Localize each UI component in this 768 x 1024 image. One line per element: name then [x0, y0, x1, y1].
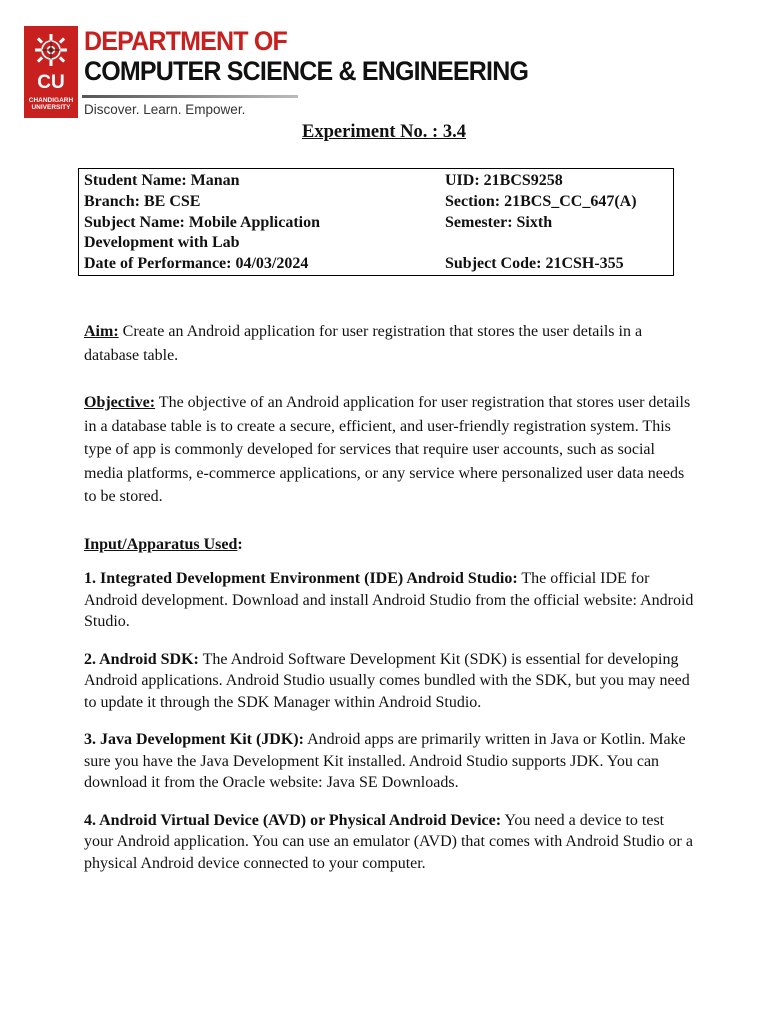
tagline-divider: [82, 95, 298, 98]
student-name: Student Name: Manan: [84, 172, 240, 189]
apparatus-item-title: 2. Android SDK:: [84, 650, 199, 668]
page-header: [24, 26, 584, 122]
university-logo: [24, 26, 78, 118]
info-right-column: [445, 171, 671, 275]
aim-text: Create an Android application for user registration that stores the user details in a database table.: [84, 323, 643, 364]
date-of-performance: Date of Performance: 04/03/2024: [84, 255, 309, 273]
apparatus-item: [84, 810, 696, 875]
student-info-table: [78, 168, 674, 276]
aim-label: Aim:: [84, 323, 119, 340]
aim-paragraph: [84, 320, 696, 367]
gear-emblem-icon: [29, 30, 73, 72]
apparatus-item-text: You need a device to test your Android application. You can use an emulator (AVD) that comes with Android Studio or a physical Android device connected to your computer.: [84, 811, 693, 872]
info-left-column: [84, 171, 424, 275]
objective-paragraph: [84, 391, 696, 509]
tagline: Discover. Learn. Empower.: [84, 102, 246, 117]
apparatus-label: Input/Apparatus Used: [84, 535, 238, 553]
logo-cu-text: CU: [37, 72, 65, 93]
section: Section: 21BCS_CC_647(A): [445, 192, 637, 210]
objective-label: Objective:: [84, 394, 156, 411]
subject-code: Subject Code: 21CSH-355: [445, 255, 624, 273]
apparatus-item: [84, 729, 696, 794]
uid: UID: 21BCS9258: [445, 172, 563, 189]
apparatus-item-title: 1. Integrated Development Environment (IDE) Android Studio:: [84, 570, 518, 587]
department-title-line1: DEPARTMENT OF: [84, 26, 288, 57]
apparatus-item-text: Android apps are primarily written in Java or Kotlin. Make sure you have the Java Development Kit installed. Android Studio supports JDK. You can download it from the Oracle website: Java SE Downloads.: [84, 731, 686, 791]
info-blank-cell: [445, 233, 671, 254]
apparatus-item-text: The official IDE for Android development. Download and install Android Studio from the official website: Android Studio.: [84, 570, 694, 630]
apparatus-item-title: 4. Android Virtual Device (AVD) or Physical Android Device:: [84, 811, 502, 829]
apparatus-item: [84, 568, 696, 633]
semester: Semester: Sixth: [445, 213, 553, 231]
experiment-title: Experiment No. : 3.4: [302, 122, 466, 142]
objective-text: The objective of an Android application for user registration that stores user details in a database table is to create a secure, efficient, and user-friendly registration system. This type of app is commonly developed for services that require user accounts, such as social media platforms, e-commerce applications, or any service where personalized user data needs to be stored.: [84, 394, 691, 505]
apparatus-item-title: 3. Java Development Kit (JDK):: [84, 731, 304, 748]
apparatus-heading: [84, 533, 696, 557]
department-title-line2: COMPUTER SCIENCE & ENGINEERING: [84, 56, 529, 87]
subject-name-line1: Subject Name: Mobile Application: [84, 213, 320, 231]
subject-name-line2: Development with Lab: [84, 234, 240, 252]
apparatus-colon: :: [237, 535, 243, 553]
document-body: [84, 320, 696, 874]
apparatus-item-text: The Android Software Development Kit (SDK) is essential for developing Android applications. Android Studio usually comes bundled with the SDK, but you may need to update it through the SDK Manager within Android Studio.: [84, 650, 690, 711]
logo-university-text: CHANDIGARH UNIVERSITY: [28, 97, 74, 111]
branch: Branch: BE CSE: [84, 192, 201, 210]
apparatus-item: [84, 649, 696, 714]
